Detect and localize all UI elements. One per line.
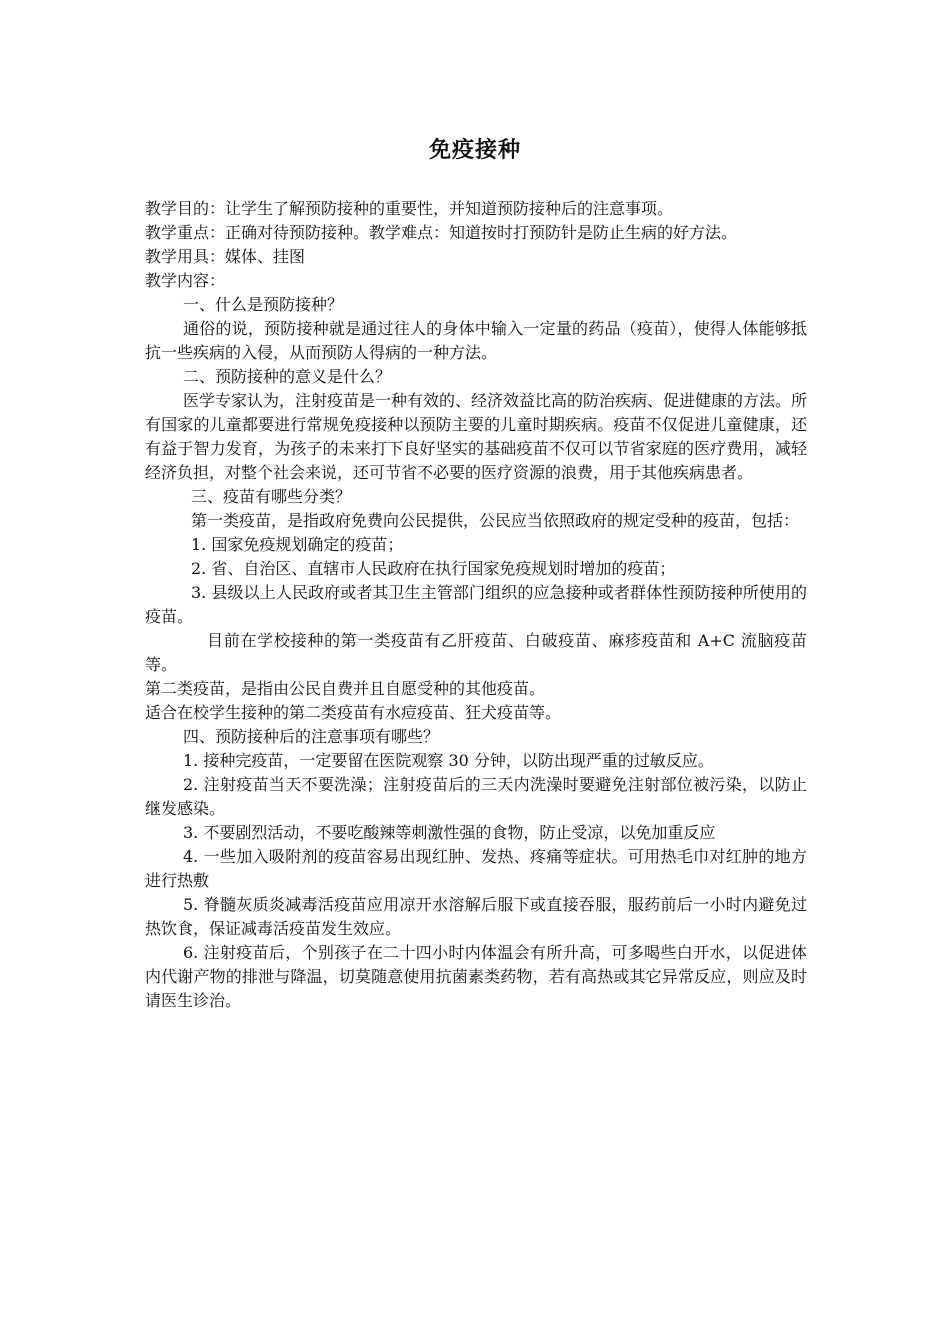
- section-3-second-class-examples: 适合在校学生接种的第二类疫苗有水痘疫苗、狂犬疫苗等。: [145, 703, 562, 722]
- document-title: 免疫接种: [428, 137, 521, 163]
- section-heading-3: 三、疫苗有哪些分类？: [191, 487, 352, 506]
- section-3-text: 第一类疫苗，是指政府免费向公民提供，公民应当依照政府的规定受种的疫苗，包括：: [191, 511, 800, 530]
- teaching-goal: 教学目的：让学生了解预防接种的重要性，并知道预防接种后的注意事项。: [145, 199, 674, 218]
- list-item: 3. 不要剧烈活动，不要吃酸辣等刺激性强的食物，防止受凉，以免加重反应: [183, 823, 716, 842]
- list-item: 5. 脊髓灰质炎减毒活疫苗应用凉开水溶解后服下或直接吞服，服药前后一小时内避免过热饮食，保证减毒活疫苗发生效应。: [145, 895, 807, 938]
- teaching-content-label: 教学内容：: [145, 271, 226, 290]
- list-item: 2. 省、自治区、直辖市人民政府在执行国家免疫规划时增加的疫苗；: [191, 559, 676, 578]
- list-item: 4. 一些加入吸附剂的疫苗容易出现红肿、发热、疼痛等症状。可用热毛巾对红肿的地方进行热敷: [145, 847, 807, 890]
- section-heading-2: 二、预防接种的意义是什么？: [183, 367, 392, 386]
- teaching-focus: 教学重点：正确对待预防接种。教学难点：知道按时打预防针是防止生病的好方法。: [145, 223, 738, 242]
- section-2-text: 医学专家认为，注射疫苗是一种有效的、经济效益比高的防治疾病、促进健康的方法。所有国家的儿童都要进行常规免疫接种以预防主要的儿童时期疾病。疫苗不仅促进儿童健康，还有益于智力发育，为孩子的未来打下良好坚实的基础疫苗不仅可以节省家庭的医疗费用，减轻经济负担，对整个社会来说，还可节省不必要的医疗资源的浪费，用于其他疾病患者。: [145, 391, 808, 482]
- section-heading-1: 一、什么是预防接种？: [183, 295, 344, 314]
- section-1-text: 通俗的说，预防接种就是通过往人的身体中输入一定量的药品（疫苗），使得人体能够抵抗一些疾病的入侵，从而预防人得病的一种方法。: [145, 319, 807, 362]
- list-item: 1. 接种完疫苗，一定要留在医院观察 30 分钟，以防出现严重的过敏反应。: [183, 751, 714, 770]
- list-item: 2. 注射疫苗当天不要洗澡；注射疫苗后的三天内洗澡时要避免注射部位被污染，以防止继发感染。: [145, 775, 807, 818]
- list-item: 6. 注射疫苗后，个别孩子在二十四小时内体温会有所升高，可多喝些白开水，以促进体内代谢产物的排泄与降温，切莫随意使用抗菌素类药物，若有高热或其它异常反应，则应及时请医生诊治。: [145, 943, 807, 1010]
- section-3-second-class: 第二类疫苗，是指由公民自费并且自愿受种的其他疫苗。: [145, 679, 546, 698]
- section-3-school-vaccines: 目前在学校接种的第一类疫苗有乙肝疫苗、白破疫苗、麻疹疫苗和 A+C 流脑疫苗等。: [145, 631, 807, 674]
- list-item: 1. 国家免疫规划确定的疫苗；: [191, 535, 404, 554]
- teaching-tools: 教学用具：媒体、挂图: [145, 247, 306, 266]
- section-heading-4: 四、预防接种后的注意事项有哪些？: [183, 727, 440, 746]
- list-item: 3. 县级以上人民政府或者其卫生主管部门组织的应急接种或者群体性预防接种所使用的疫苗。: [145, 583, 807, 626]
- document-body: [145, 197, 807, 1013]
